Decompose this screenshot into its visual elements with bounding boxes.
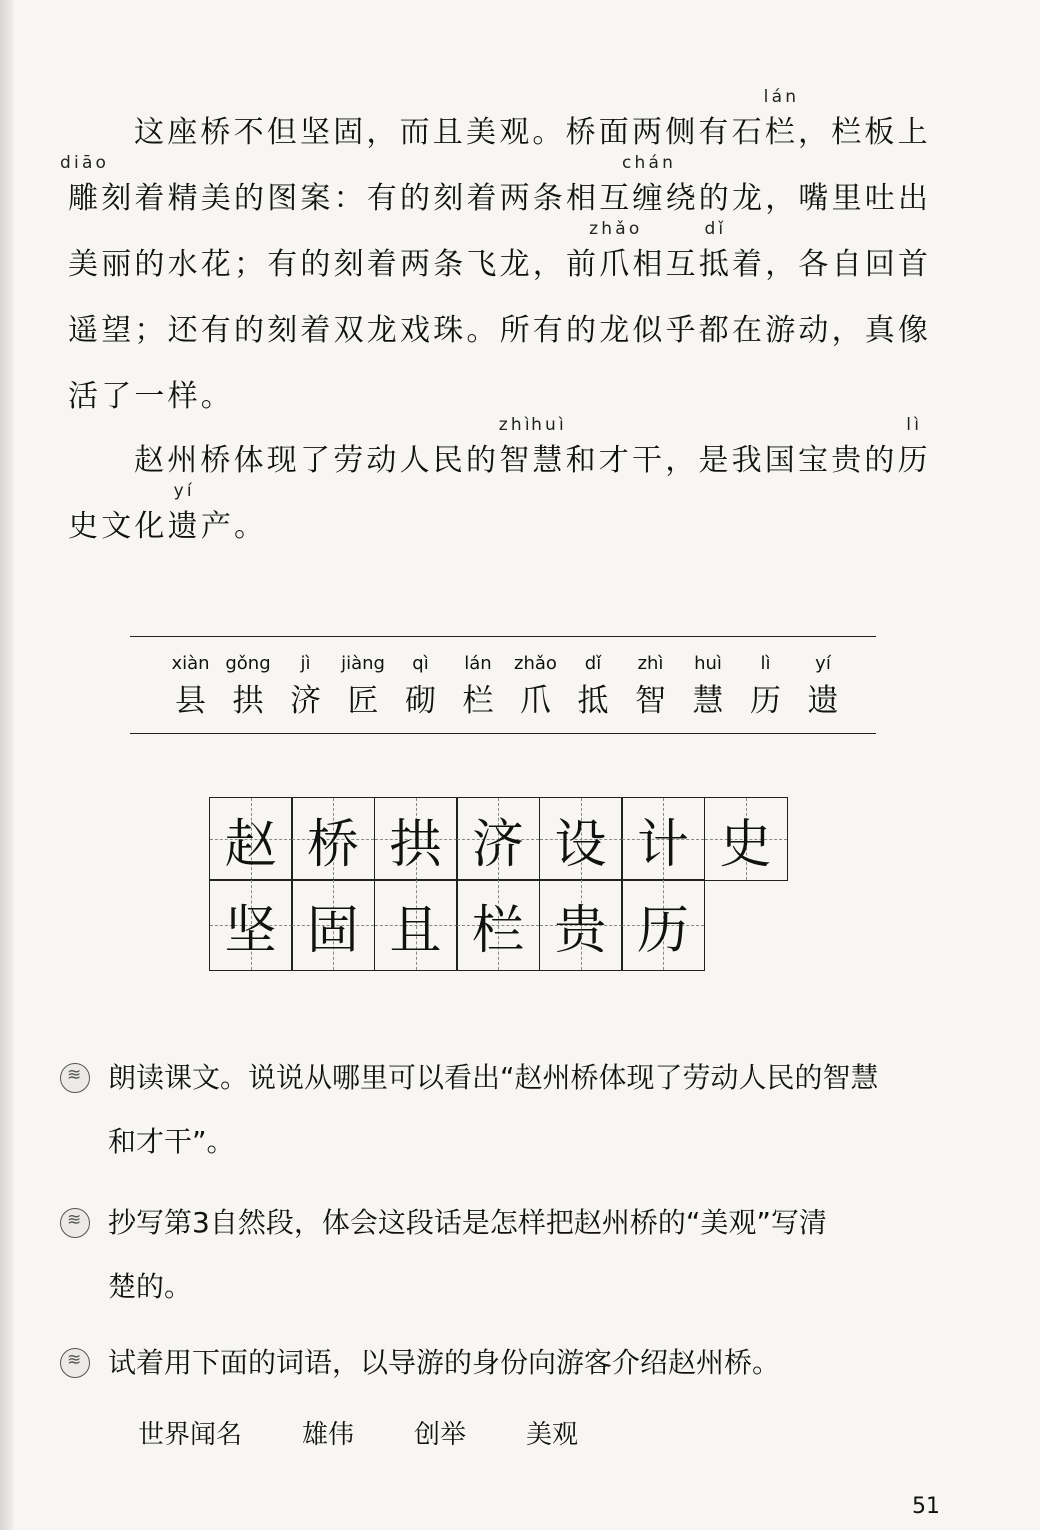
text-segment: 这座桥不但坚固，而且美观。桥面两侧有石 <box>134 115 765 150</box>
text-segment: ，栏板上 <box>798 115 931 150</box>
hanzi: 慧 <box>692 683 724 719</box>
text-line <box>134 87 931 166</box>
ruby-base: 抵 <box>698 247 733 282</box>
pinyin: zhì <box>498 415 533 435</box>
grid-cell <box>456 797 540 881</box>
grid-cell <box>374 797 458 881</box>
hanzi: 遗 <box>807 683 839 719</box>
grid-char: 固 <box>306 900 359 961</box>
grid-cell <box>539 879 623 971</box>
ruby-char <box>60 153 110 232</box>
pinyin: zhì <box>637 653 664 674</box>
text-line <box>60 153 932 232</box>
pinyin: zhǎo <box>514 653 557 674</box>
exercise-icon <box>60 1063 90 1093</box>
pinyin: lì <box>906 415 923 435</box>
word: 美观 <box>526 1420 579 1450</box>
text-segment: 和才干，是我国宝贵的 <box>565 443 898 478</box>
writing-grid-row-1 <box>210 797 788 881</box>
text-segment: 产。 <box>200 509 268 544</box>
pinyin: lán <box>464 653 492 674</box>
vocab-char <box>686 655 731 720</box>
word: 世界闻名 <box>138 1420 243 1450</box>
text-segment: 刻着精美的图案：有的刻着两条相互 <box>101 181 633 216</box>
pinyin: xiàn <box>171 653 210 674</box>
pinyin: dǐ <box>704 219 727 239</box>
text-segment: 赵州桥体现了劳动人民的 <box>134 443 500 478</box>
new-characters-box <box>130 636 876 734</box>
exercise-line: 试着用下面的词语，以导游的身份向游客介绍赵州桥。 <box>108 1346 781 1379</box>
grid-char: 桥 <box>306 814 359 875</box>
grid-char: 历 <box>636 900 689 961</box>
vocab-char <box>168 655 213 720</box>
hanzi: 智 <box>635 683 666 719</box>
grid-cell <box>374 879 458 971</box>
text-segment: 遥望；还有的刻着双龙戏珠。所有的龙似乎都在游动，真像 <box>68 313 932 348</box>
pinyin: yí <box>173 481 195 501</box>
vocab-char <box>226 655 271 720</box>
ruby-char <box>498 415 533 494</box>
exercise-line: 抄写第3自然段，体会这段话是怎样把赵州桥的“美观”写清 <box>108 1206 827 1239</box>
grid-cell <box>209 797 293 881</box>
vocab-char <box>341 655 386 720</box>
hanzi: 拱 <box>232 683 264 719</box>
word-list <box>138 1414 638 1451</box>
text-segment: 相互 <box>632 247 699 282</box>
text-line <box>68 219 932 298</box>
pinyin: jì <box>300 653 311 674</box>
grid-char: 史 <box>719 814 772 875</box>
ruby-char <box>167 481 201 560</box>
word: 雄伟 <box>302 1420 355 1450</box>
vocab-char <box>628 655 673 720</box>
exercise-line: 和才干”。 <box>108 1125 235 1158</box>
text-line <box>134 415 931 494</box>
ruby-base: 栏 <box>764 115 799 150</box>
hanzi: 抵 <box>577 683 609 719</box>
word: 创举 <box>414 1420 467 1450</box>
grid-cell <box>621 797 705 881</box>
hanzi: 栏 <box>462 683 494 719</box>
text-segment: 着，各自回首 <box>732 247 932 282</box>
grid-cell <box>456 879 540 971</box>
pinyin: huì <box>531 415 567 435</box>
hanzi: 济 <box>290 683 321 719</box>
ruby-char <box>589 219 643 298</box>
hanzi: 爪 <box>520 683 551 719</box>
grid-cell <box>291 797 375 881</box>
vocab-char <box>456 655 501 720</box>
grid-char: 赵 <box>224 814 277 875</box>
text-line <box>68 364 234 430</box>
writing-grid-row-2 <box>210 879 705 971</box>
grid-cell <box>539 797 623 881</box>
exercise-line: 楚的。 <box>108 1270 193 1303</box>
ruby-base: 爪 <box>599 247 633 282</box>
text-line <box>68 481 268 560</box>
ruby-base: 缠 <box>632 181 666 216</box>
grid-cell <box>704 797 788 881</box>
ruby-char <box>698 219 733 298</box>
text-segment: 美丽的水花；有的刻着两条飞龙，前 <box>68 247 600 282</box>
grid-char: 且 <box>389 900 442 961</box>
ruby-char <box>763 87 800 166</box>
ruby-base: 历 <box>897 443 931 478</box>
ruby-base: 遗 <box>167 509 201 544</box>
vocab-char <box>801 655 846 720</box>
hanzi: 匠 <box>347 683 379 719</box>
pinyin: lán <box>763 87 800 107</box>
vocab-char <box>571 655 616 720</box>
grid-cell <box>621 879 705 971</box>
ruby-base: 慧 <box>532 443 566 478</box>
ruby-char <box>531 415 567 494</box>
grid-char: 拱 <box>389 814 442 875</box>
grid-char: 设 <box>554 814 607 875</box>
exercise-icon <box>60 1208 90 1238</box>
vocab-char <box>283 655 328 720</box>
vocab-row <box>168 655 846 720</box>
grid-char: 计 <box>636 814 689 875</box>
text-segment: 史文化 <box>68 509 168 544</box>
ruby-base: 智 <box>499 443 533 478</box>
exercise-line: 朗读课文。说说从哪里可以看出“赵州桥体现了劳动人民的智慧 <box>108 1061 879 1094</box>
hanzi: 县 <box>175 683 206 719</box>
pinyin: gǒng <box>225 653 271 674</box>
grid-char: 栏 <box>471 900 524 961</box>
grid-char: 济 <box>471 814 524 875</box>
pinyin: chán <box>621 153 677 173</box>
grid-cell <box>291 879 375 971</box>
ruby-base: 雕 <box>68 181 102 216</box>
text-line <box>68 298 931 364</box>
pinyin: dǐ <box>584 653 602 674</box>
vocab-char <box>513 655 558 720</box>
ruby-char <box>897 415 931 494</box>
exercise-icon <box>60 1348 90 1378</box>
hanzi: 历 <box>750 683 781 719</box>
pinyin: qì <box>412 653 429 674</box>
pinyin: jiàng <box>341 653 385 674</box>
pinyin: huì <box>694 653 722 674</box>
grid-cell <box>209 879 293 971</box>
pinyin: diāo <box>60 153 110 173</box>
grid-char: 贵 <box>554 900 607 961</box>
grid-char: 坚 <box>224 900 277 961</box>
text-segment: 活了一样。 <box>68 379 234 414</box>
hanzi: 砌 <box>405 683 436 719</box>
pinyin: lì <box>760 653 771 674</box>
pinyin: zhǎo <box>589 219 643 239</box>
vocab-char <box>398 655 443 720</box>
page-edge <box>0 0 14 1530</box>
page-number: 51 <box>912 1494 940 1519</box>
text-segment: 绕的龙，嘴里吐出 <box>665 181 932 216</box>
vocab-char <box>743 655 788 720</box>
pinyin: yí <box>815 653 831 674</box>
